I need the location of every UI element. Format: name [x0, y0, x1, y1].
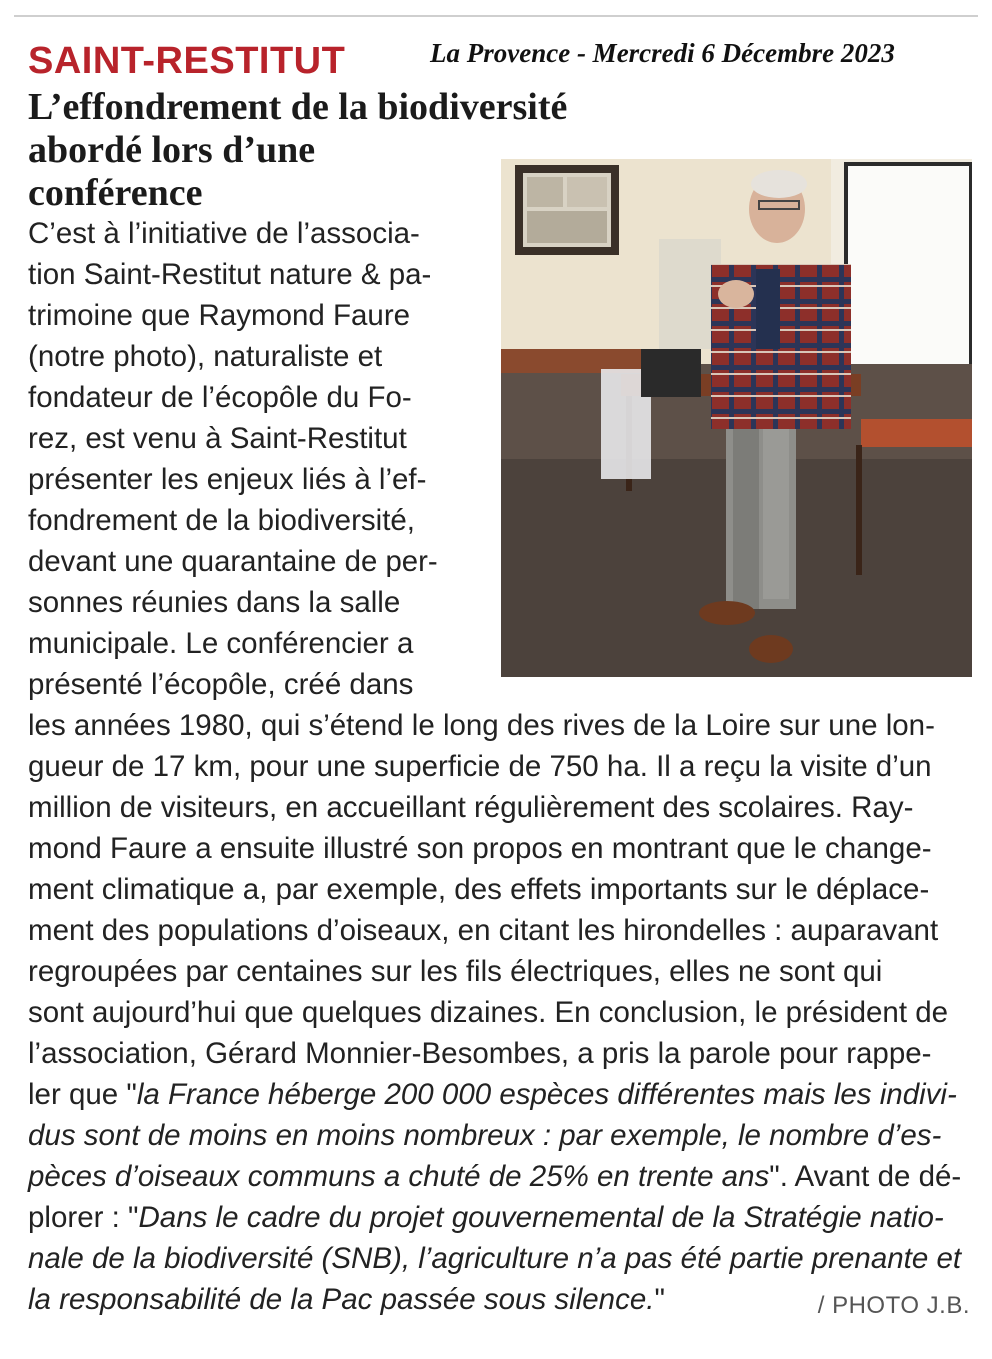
- headline-line: L’effondrement de la biodiversité: [28, 86, 568, 128]
- quote-text: nale de la biodiversité (SNB), l’agriculture n’a pas été partie prenante et: [28, 1242, 962, 1275]
- body-text: sont aujourd’hui que quelques dizaines. En conclusion, le président de: [28, 996, 949, 1029]
- body-text: présenter les enjeux liés à l’ef-: [28, 463, 427, 496]
- body-text: municipale. Le conférencier a: [28, 627, 414, 660]
- body-text: ". Avant de dé-: [769, 1160, 962, 1193]
- quote-text: pèces d’oiseaux communs a chuté de 25% en trente ans: [28, 1160, 770, 1193]
- quote-text: dus sont de moins en moins nombreux : par exemple, le nombre d’es-: [28, 1119, 942, 1152]
- body-text: sonnes réunies dans la salle: [28, 586, 401, 619]
- body-line: [28, 377, 412, 418]
- body-line: [28, 951, 882, 992]
- body-text: ment des populations d’oiseaux, en citant les hirondelles : auparavant: [28, 914, 939, 947]
- body-line: [28, 1156, 961, 1197]
- body-text: trimoine que Raymond Faure: [28, 299, 411, 332]
- body-line: [28, 1033, 931, 1074]
- body-text: ": [654, 1283, 665, 1316]
- body-line: [28, 623, 413, 664]
- body-text: plorer : ": [28, 1201, 139, 1234]
- article-kicker: SAINT-RESTITUT: [28, 40, 346, 82]
- body-line: [28, 664, 413, 705]
- top-rule: [14, 15, 978, 17]
- body-line: [28, 418, 407, 459]
- body-text: mond Faure a ensuite illustré son propos en montrant que le change-: [28, 832, 932, 865]
- quote-text: la France héberge 200 000 espèces différentes mais les indivi-: [136, 1078, 957, 1111]
- body-text: l’association, Gérard Monnier-Besombes, a pris la parole pour rappe-: [28, 1037, 932, 1070]
- body-line: [28, 336, 382, 377]
- body-text: (notre photo), naturaliste et: [28, 340, 383, 373]
- body-line: [28, 1074, 957, 1115]
- body-line: [28, 1279, 665, 1320]
- publication-source: La Provence - Mercredi 6 Décembre 2023: [430, 38, 895, 68]
- body-line: [28, 295, 410, 336]
- body-line: [28, 1197, 944, 1238]
- body-line: [28, 500, 415, 541]
- body-line: [28, 582, 400, 623]
- body-line: [28, 746, 932, 787]
- body-text: devant une quarantaine de per-: [28, 545, 438, 578]
- body-text: rez, est venu à Saint-Restitut: [28, 422, 407, 455]
- body-text: regroupées par centaines sur les fils électriques, elles ne sont qui: [28, 955, 883, 988]
- body-text: million de visiteurs, en accueillant régulièrement des scolaires. Ray-: [28, 791, 914, 824]
- body-line: [28, 459, 426, 500]
- body-line: [28, 869, 929, 910]
- photo-credit: / PHOTO J.B.: [817, 1292, 970, 1319]
- body-line: [28, 1115, 941, 1156]
- body-line: [28, 541, 438, 582]
- body-text: présenté l’écopôle, créé dans: [28, 668, 414, 701]
- quote-text: la responsabilité de la Pac passée sous silence.: [28, 1283, 655, 1316]
- body-text: ler que ": [28, 1078, 137, 1111]
- body-line: [28, 787, 913, 828]
- body-text: gueur de 17 km, pour une superficie de 750 ha. Il a reçu la visite d’un: [28, 750, 932, 783]
- body-line: [28, 828, 932, 869]
- body-text: tion Saint-Restitut nature & pa-: [28, 258, 432, 291]
- body-line: [28, 213, 420, 254]
- body-text: les années 1980, qui s’étend le long des rives de la Loire sur une lon-: [28, 709, 935, 742]
- body-line: [28, 910, 938, 951]
- quote-text: Dans le cadre du projet gouvernemental de la Stratégie natio-: [138, 1201, 944, 1234]
- body-text: fondateur de l’écopôle du Fo-: [28, 381, 412, 414]
- headline-line: conférence: [28, 172, 203, 214]
- body-line: [28, 992, 948, 1033]
- headline-line: abordé lors d’une: [28, 129, 316, 171]
- body-text: ment climatique a, par exemple, des effets importants sur le déplace-: [28, 873, 930, 906]
- body-text: C’est à l’initiative de l’associa-: [28, 217, 420, 250]
- body-text: fondrement de la biodiversité,: [28, 504, 416, 537]
- body-line: [28, 705, 935, 746]
- body-line: [28, 254, 431, 295]
- body-line: [28, 1238, 961, 1279]
- article-photo: [501, 159, 972, 677]
